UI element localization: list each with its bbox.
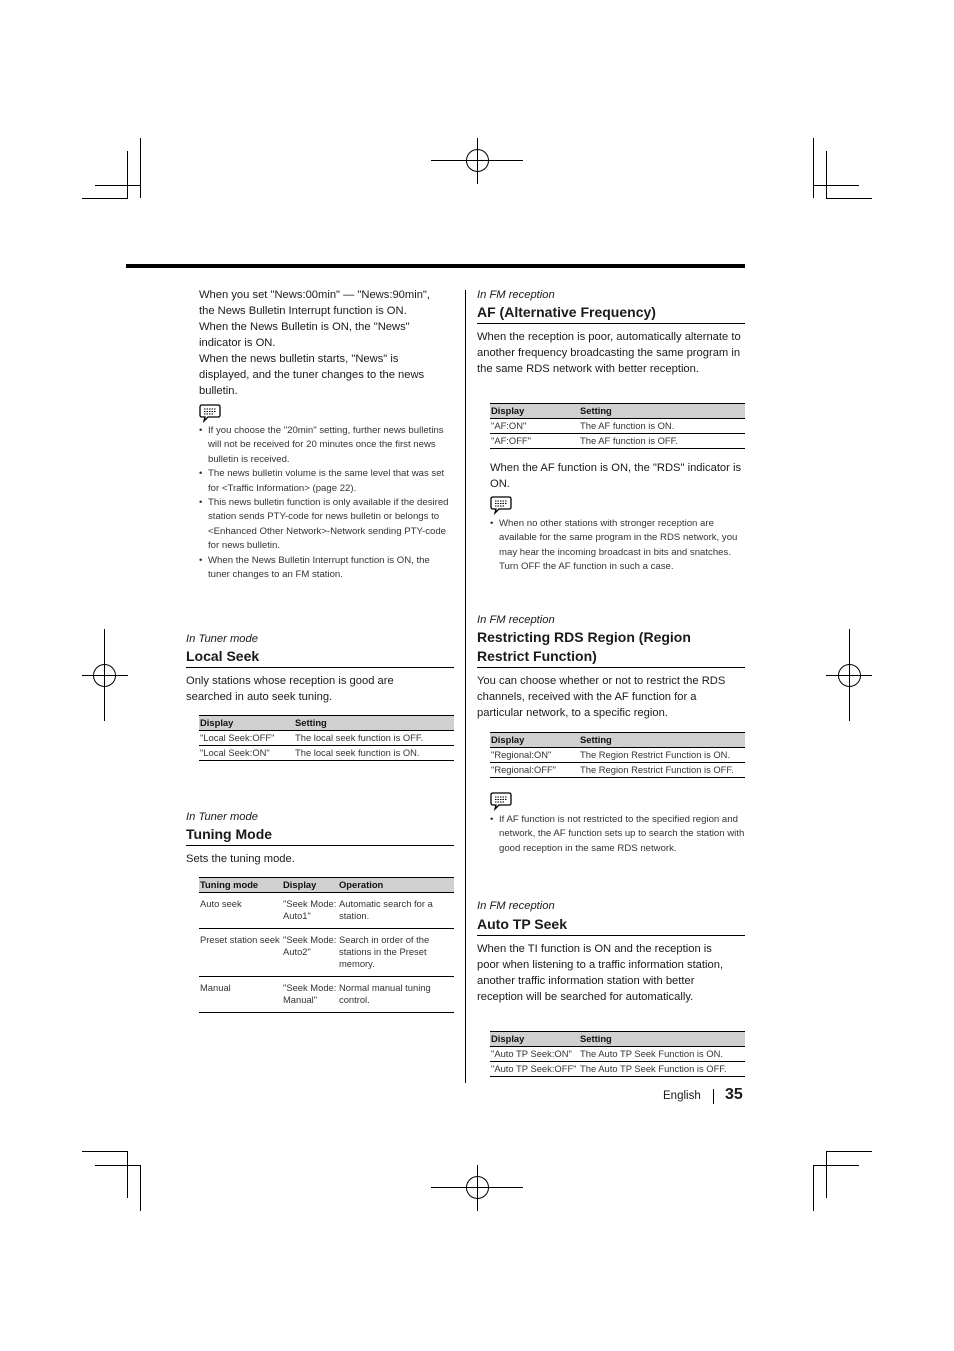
af-table [490, 403, 745, 449]
registration-mark-right [826, 629, 872, 721]
table-header: Display [490, 1032, 579, 1047]
table-cell: The Auto TP Seek Function is OFF. [579, 1062, 745, 1077]
note-icon [490, 495, 512, 515]
table-header: Display [282, 878, 338, 893]
header-rule [126, 264, 745, 268]
footer-separator [713, 1089, 714, 1104]
table-row [199, 977, 454, 1013]
registration-mark-bottom [431, 1165, 523, 1211]
table-cell: The Region Restrict Function is ON. [579, 748, 745, 763]
local-seek-table [199, 715, 454, 761]
intro-paragraph: When the News Bulletin is ON, the "News" indicator is ON. [199, 321, 410, 349]
intro-paragraph: When you set "News:00min" — "News:90min", the News Bulletin Interrupt function is ON. [199, 289, 431, 317]
note-item: • This news bulletin function is only available if the desired station sends PTY-code for news bulletin or belongs to <Enhanced Other Network>-Network sending PTY-code for news bulletin. [199, 496, 451, 554]
local-seek-body: Only stations whose reception is good are searched in auto seek tuning. [186, 675, 394, 703]
tuning-mode-body: Sets the tuning mode. [186, 853, 295, 865]
note-item: • If you choose the "20min" setting, further news bulletins will not be received for 20 minutes once the first news bulletin is received. [199, 424, 451, 467]
tuning-mode-heading: Tuning Mode [186, 825, 454, 846]
table-cell: Auto seek [199, 893, 282, 929]
table-row [490, 1047, 745, 1062]
table-header: Display [199, 716, 294, 731]
table-cell: "Seek Mode: Auto2" [282, 929, 338, 977]
intro-text [199, 287, 444, 399]
table-header: Display [490, 404, 579, 419]
table-row [490, 763, 745, 778]
table-header: Setting [294, 716, 454, 731]
table-cell: "Local Seek:OFF" [199, 731, 294, 746]
auto-tp-table [490, 1031, 745, 1077]
note-item: • The news bulletin volume is the same level that was set for <Traffic Information> (page 22). [199, 467, 451, 496]
table-cell: The Region Restrict Function is OFF. [579, 763, 745, 778]
local-seek-heading: Local Seek [186, 647, 454, 668]
af-body: When the reception is poor, automatically alternate to another frequency broadcasting the same program in the same RDS network with better reception. [477, 331, 741, 375]
table-row [490, 748, 745, 763]
table-cell: "AF:ON" [490, 419, 579, 434]
regional-table [490, 732, 745, 778]
table-cell: "Seek Mode: Auto1" [282, 893, 338, 929]
table-header: Display [490, 733, 579, 748]
auto-tp-mode-label: In FM reception [477, 900, 555, 912]
table-cell: "Auto TP Seek:OFF" [490, 1062, 579, 1077]
regional-body: You can choose whether or not to restrict the RDS channels, received with the AF function for a particular network, to a specific region. [477, 675, 726, 719]
table-cell: The local seek function is ON. [294, 746, 454, 761]
registration-mark-left [82, 629, 128, 721]
table-row [490, 1062, 745, 1077]
table-header: Operation [338, 878, 454, 893]
table-header: Setting [579, 1032, 745, 1047]
table-header: Tuning mode [199, 878, 282, 893]
table-row [199, 731, 454, 746]
footer-language: English [663, 1090, 701, 1102]
table-cell: "Auto TP Seek:ON" [490, 1047, 579, 1062]
table-cell: The Auto TP Seek Function is ON. [579, 1047, 745, 1062]
table-cell: Normal manual tuning control. [338, 977, 454, 1013]
intro-paragraph: When the news bulletin starts, "News" is displayed, and the tuner changes to the news bulletin. [199, 353, 425, 397]
note-item: • If AF function is not restricted to the specified region and network, the AF function sets up to search the station with good reception in the same RDS network. [490, 813, 745, 856]
table-cell: "Local Seek:ON" [199, 746, 294, 761]
table-row [490, 434, 745, 449]
regional-notes [490, 813, 745, 856]
regional-mode-label: In FM reception [477, 614, 555, 626]
af-indicator-text: When the AF function is ON, the "RDS" indicator is ON. [490, 462, 742, 490]
table-cell: "Seek Mode: Manual" [282, 977, 338, 1013]
table-header: Setting [579, 733, 745, 748]
note-item: • When no other stations with stronger reception are available for the same program in the RDS network, you may hear the incoming broadcast in bits and snatches. Turn OFF the AF function in such a case. [490, 517, 742, 575]
column-divider [465, 290, 466, 1083]
note-icon [490, 791, 512, 811]
table-cell: "AF:OFF" [490, 434, 579, 449]
af-notes [490, 517, 742, 575]
local-seek-mode-label: In Tuner mode [186, 633, 258, 645]
table-cell: Manual [199, 977, 282, 1013]
note-icon [199, 403, 221, 423]
af-mode-label: In FM reception [477, 289, 555, 301]
af-heading: AF (Alternative Frequency) [477, 303, 745, 324]
auto-tp-heading: Auto TP Seek [477, 915, 745, 936]
table-cell: Automatic search for a station. [338, 893, 454, 929]
table-cell: Preset station seek [199, 929, 282, 977]
page-number: 35 [725, 1086, 743, 1103]
registration-mark-top [431, 138, 523, 184]
table-cell: The AF function is ON. [579, 419, 745, 434]
auto-tp-body: When the TI function is ON and the reception is poor when listening to a traffic information station, another traffic information station with better reception will be searched for automatically. [477, 943, 724, 1003]
table-row [199, 929, 454, 977]
regional-heading: Restricting RDS Region (Region Restrict Function) [477, 628, 745, 668]
table-cell: "Regional:OFF" [490, 763, 579, 778]
table-cell: "Regional:ON" [490, 748, 579, 763]
table-cell: The AF function is OFF. [579, 434, 745, 449]
note-item: • When the News Bulletin Interrupt function is ON, the tuner changes to an FM station. [199, 554, 451, 583]
table-cell: Search in order of the stations in the Preset memory. [338, 929, 454, 977]
tuning-mode-mode-label: In Tuner mode [186, 811, 258, 823]
tuning-mode-table [199, 877, 454, 1013]
table-row [199, 893, 454, 929]
table-row [199, 746, 454, 761]
intro-notes [199, 424, 451, 582]
table-cell: The local seek function is OFF. [294, 731, 454, 746]
table-header: Setting [579, 404, 745, 419]
table-row [490, 419, 745, 434]
